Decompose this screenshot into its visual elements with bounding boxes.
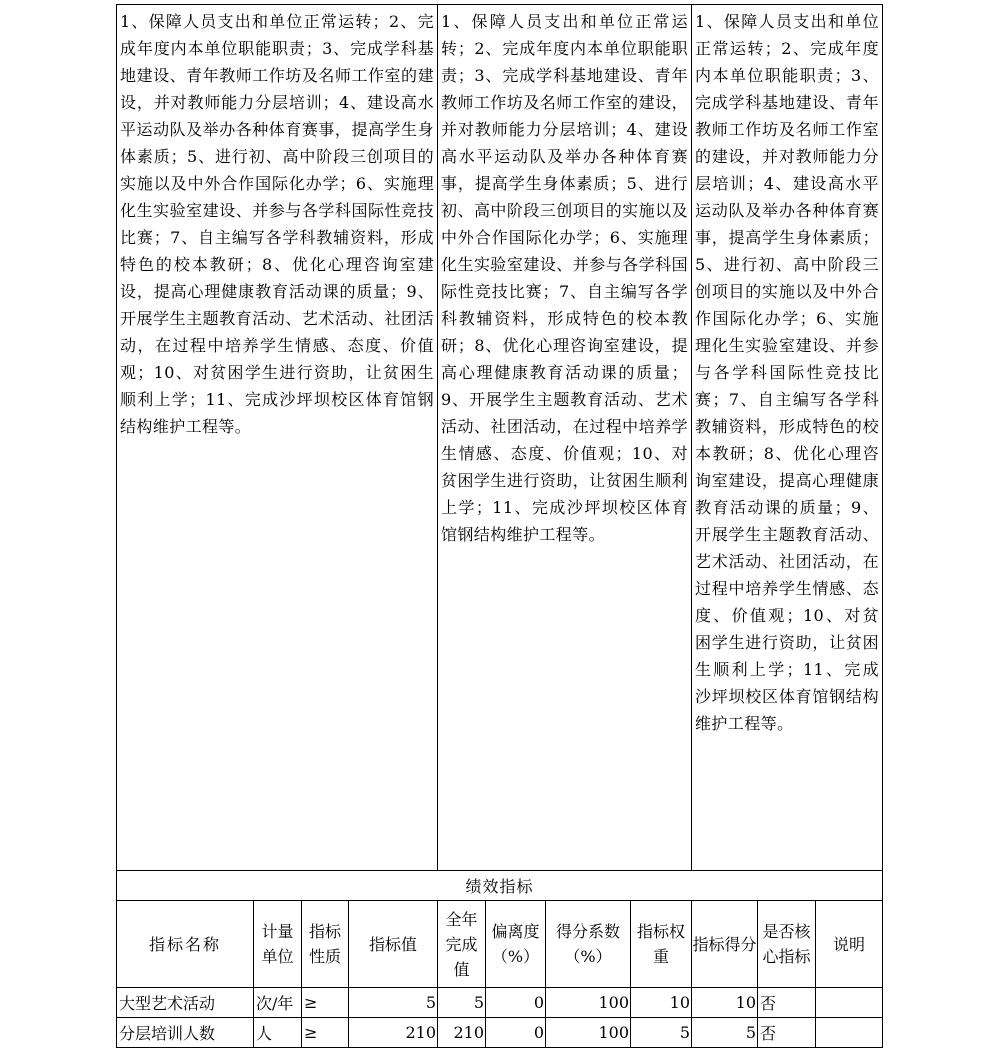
goal-text-col1: 1、保障人员支出和单位正常运转；2、完成年度内本单位职能职责；3、完成学科基地建设、青年教师工作坊及名师工作室的建设，并对教师能力分层培训；4、建设高水平运动队及举办各种体育赛事，提高学生身体素质；5、进行初、高中阶段三创项目的实施以及中外合作国际化办学；6、实施理化生实验室建设、并参与各学科国际性竞技比赛；7、自主编写各学科教辅资料，形成特色的校本教研；8、优化心理咨询室建设，提高心理健康教育活动课的质量；9、开展学生主题教育活动、艺术活动、社团活动，在过程中培养学生情感、态度、价值观；10、对贫困学生进行资助，让贫困生顺利上学；11、完成沙坪坝校区体育馆钢结构维护工程等。 [117, 5, 438, 871]
cell-annual: 5 [438, 988, 486, 1018]
header-value: 指标值 [349, 901, 438, 988]
cell-weight: 10 [631, 988, 692, 1018]
header-core-indicator: 是否核心指标 [758, 901, 816, 988]
header-row [117, 901, 883, 988]
header-indicator-name: 指标名称 [117, 901, 254, 988]
cell-name: 大型艺术活动 [117, 988, 254, 1018]
header-score-coefficient: 得分系数（%） [546, 901, 631, 988]
section-title: 绩效指标 [117, 871, 883, 901]
header-annual-value: 全年完成值 [438, 901, 486, 988]
goals-row [117, 5, 883, 871]
header-weight: 指标权重 [631, 901, 692, 988]
goal-text-col2: 1、保障人员支出和单位正常运转；2、完成年度内本单位职能职责；3、完成学科基地建设、青年教师工作坊及名师工作室的建设，并对教师能力分层培训；4、建设高水平运动队及举办各种体育赛事，提高学生身体素质；5、进行初、高中阶段三创项目的实施以及中外合作国际化办学；6、实施理化生实验室建设、并参与各学科国际性竞技比赛；7、自主编写各学科教辅资料，形成特色的校本教研；8、优化心理咨询室建设，提高心理健康教育活动课的质量；9、开展学生主题教育活动、艺术活动、社团活动，在过程中培养学生情感、态度、价值观；10、对贫困学生进行资助，让贫困生顺利上学；11、完成沙坪坝校区体育馆钢结构维护工程等。 [438, 5, 692, 871]
table-row [117, 988, 883, 1018]
cell-core: 否 [758, 988, 816, 1018]
cell-value: 210 [349, 1018, 438, 1048]
cell-weight: 5 [631, 1018, 692, 1048]
header-nature: 指标性质 [302, 901, 349, 988]
cell-deviation: 0 [486, 1018, 546, 1048]
cell-score: 10 [692, 988, 758, 1018]
cell-unit: 人 [254, 1018, 302, 1048]
cell-core: 否 [758, 1018, 816, 1048]
cell-annual: 210 [438, 1018, 486, 1048]
cell-note [816, 1018, 883, 1048]
cell-coefficient: 100 [546, 988, 631, 1018]
header-note: 说明 [816, 901, 883, 988]
cell-unit: 次/年 [254, 988, 302, 1018]
cell-score: 5 [692, 1018, 758, 1048]
cell-nature: ≥ [302, 988, 349, 1018]
header-deviation: 偏离度（%） [486, 901, 546, 988]
cell-coefficient: 100 [546, 1018, 631, 1048]
cell-nature: ≥ [302, 1018, 349, 1048]
section-row [117, 871, 883, 901]
performance-table [116, 4, 883, 1048]
table-row [117, 1018, 883, 1048]
cell-deviation: 0 [486, 988, 546, 1018]
goal-text-col3: 1、保障人员支出和单位正常运转；2、完成年度内本单位职能职责；3、完成学科基地建设、青年教师工作坊及名师工作室的建设，并对教师能力分层培训；4、建设高水平运动队及举办各种体育赛事，提高学生身体素质；5、进行初、高中阶段三创项目的实施以及中外合作国际化办学；6、实施理化生实验室建设、并参与各学科国际性竞技比赛；7、自主编写各学科教辅资料，形成特色的校本教研；8、优化心理咨询室建设，提高心理健康教育活动课的质量；9、开展学生主题教育活动、艺术活动、社团活动，在过程中培养学生情感、态度、价值观；10、对贫困学生进行资助，让贫困生顺利上学；11、完成沙坪坝校区体育馆钢结构维护工程等。 [692, 5, 883, 871]
header-score: 指标得分 [692, 901, 758, 988]
cell-name: 分层培训人数 [117, 1018, 254, 1048]
header-unit: 计量单位 [254, 901, 302, 988]
cell-value: 5 [349, 988, 438, 1018]
cell-note [816, 988, 883, 1018]
